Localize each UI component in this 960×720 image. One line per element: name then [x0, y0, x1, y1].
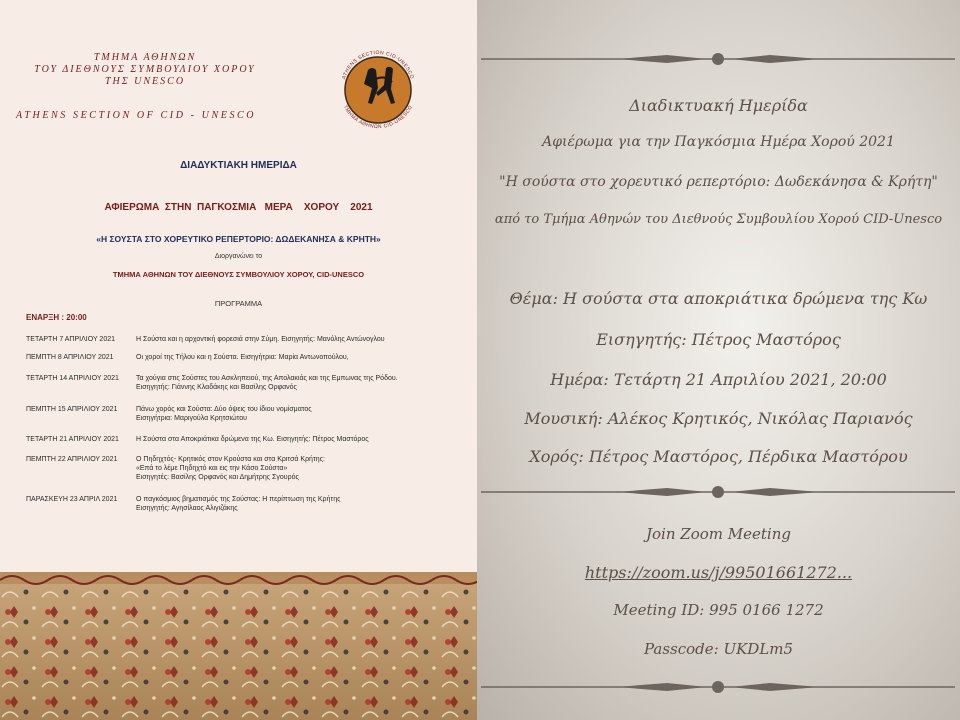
talk-speaker: Εισηγητής: Πέτρος Μαστόρος [596, 330, 841, 349]
zoom-label: Join Zoom Meeting [646, 525, 791, 543]
embroidery-image [0, 572, 477, 720]
program-date: ΤΕΤΑΡΤΗ 14 ΑΠΡΙΛΙΟΥ 2021 [26, 375, 119, 382]
meeting-id: Meeting ID: 995 0166 1272 [613, 601, 824, 619]
org-greek-line-2: ΤΟΥ ΔΙΕΘΝΟΥΣ ΣΥΜΒΟΥΛΙΟΥ ΧΟΡΟΥ [34, 64, 256, 75]
organizer-name: ΤΜΗΜΑ ΑΘΗΝΩΝ ΤΟΥ ΔΙΕΘΝΟΥΣ ΣΥΜΒΟΥΛΙΟΥ ΧΟΡΟΥ, CID-UNESCO [112, 270, 365, 279]
program-date: ΤΕΤΑΡΤΗ 21 ΑΠΡΙΛΙΟΥ 2021 [26, 436, 119, 443]
program-text: Ο παγκόσμιος βηματισμός της Σούστας: Η περίπτωση της Κρήτης Εισηγητής: Αγησίλαος Αλιγιζάκης [136, 496, 341, 512]
org-greek-line-3: ΤΗΣ UNESCO [104, 76, 186, 87]
middle-divider-ornament [477, 485, 960, 499]
program-date: ΠΕΜΠΤΗ 15 ΑΠΡΙΛΙΟΥ 2021 [26, 406, 118, 413]
org-english-name: ATHENS SECTION OF CID - UNESCO [16, 110, 257, 121]
event-theme: «Η ΣΟΥΣΤΑ ΣΤΟ ΧΟΡΕΥΤΙΚΟ ΡΕΠΕΡΤΟΡΙΟ: ΔΩΔΕΚΑΝΗΣΑ & ΚΡΗΤΗ» [96, 234, 381, 244]
program-date: ΠΑΡΑΣΚΕΥΗ 23 ΑΠΡΙΛ 2021 [26, 496, 118, 503]
right-invitation [477, 0, 960, 720]
talk-topic: Θέμα: Η σούστα στα αποκριάτικα δρώμενα της Κω [509, 289, 928, 308]
org-greek-line-1: ΤΜΗΜΑ ΑΘΗΝΩΝ [93, 52, 197, 63]
program-text: Τα χούγια στις Σούστες του Ασκληπειού, της Απολακιάς και της Εμπωνας της Ρόδου. Εισηγητής: Γιάννης Κλαδάκης και Βασίλης Ορφανός [136, 375, 398, 391]
event-dedication: Αφιέρωμα για την Παγκόσμια Ημέρα Χορού 2021 [542, 134, 895, 150]
logo-top-text: ATHENS SECTION CID-UNESCO [341, 49, 415, 81]
left-flyer [0, 0, 477, 720]
cid-unesco-logo [330, 40, 426, 136]
top-divider-ornament [477, 52, 960, 66]
program-text: Οι χοροί της Τήλου και η Σούστα. Εισηγήτρια: Μαρία Αντωνοπούλου, [136, 354, 349, 361]
talk-music: Μουσική: Αλέκος Κρητικός, Νικόλας Παριανός [524, 409, 913, 428]
program-text: Ο Πηδηχτός- Κρητικός στον Κρούστα και στα Κριτσά Κρήτης: «Επά το λέμε Πηδηχτό και εις την Κάσο Σούστα» Εισηγητές: Βασίλης Ορφανός και Δημήτρης Σγουρός [136, 456, 325, 481]
program-date: ΠΕΜΠΤΗ 8 ΑΠΡΙΛΙΟΥ 2021 [26, 354, 114, 361]
event-subheading: ΑΦΙΕΡΩΜΑ ΣΤΗΝ ΠΑΓΚΟΣΜΙΑ ΜΕΡΑ ΧΟΡΟΥ 2021 [104, 202, 373, 213]
program-date: ΤΕΤΑΡΤΗ 7 ΑΠΡΙΛΙΟΥ 2021 [26, 336, 116, 343]
event-title: Διαδικτυακή Ημερίδα [629, 96, 808, 115]
program-text: Πάνω χορός και Σούστα: Δύο όψεις του ίδιου νομίσματος Εισηγήτρια: Μαριγούλα Κρητσιώτου [136, 406, 312, 422]
event-theme-quote: "Η σούστα στο χορευτικό ρεπερτόριο: Δωδεκάνησα & Κρήτη" [499, 174, 938, 190]
logo-bottom-text: ΤΜΗΜΑ ΑΘΗΝΩΝ CID-UNESCO [341, 104, 415, 131]
talk-dance: Χορός: Πέτρος Μαστόρος, Πέρδικα Μαστόρου [529, 447, 908, 466]
program-text: Η Σούστα στα Αποκριάτικα δρώμενα της Κω. Εισηγητής: Πέτρος Μαστόρος [136, 436, 369, 443]
passcode: Passcode: UKDLm5 [643, 640, 794, 658]
bottom-divider-ornament [477, 680, 960, 694]
event-organizer: από το Τμήμα Αθηνών του Διεθνούς Συμβουλίου Χορού CID-Unesco [494, 212, 943, 227]
event-heading: ΔΙΑΔΥΚΤΙΑΚΗ ΗΜΕΡΙΔΑ [180, 160, 297, 171]
talk-date: Ημέρα: Τετάρτη 21 Απριλίου 2021, 20:00 [550, 370, 887, 389]
program-label: ΠΡΟΓΡΑΜΜΑ [214, 299, 263, 308]
program-text: Η Σούστα και η αρχοντική φορεσιά στην Σύμη. Εισηγητής: Μανόλης Αντώνογλου [136, 336, 385, 343]
zoom-link[interactable]: https://zoom.us/j/99501661272... [584, 563, 853, 582]
organized-by-label: Διοργανώνει το [214, 253, 263, 260]
program-date: ΠΕΜΠΤΗ 22 ΑΠΡΙΛΙΟΥ 2021 [26, 456, 118, 463]
start-time: ΕΝΑΡΞΗ : 20:00 [26, 313, 87, 322]
